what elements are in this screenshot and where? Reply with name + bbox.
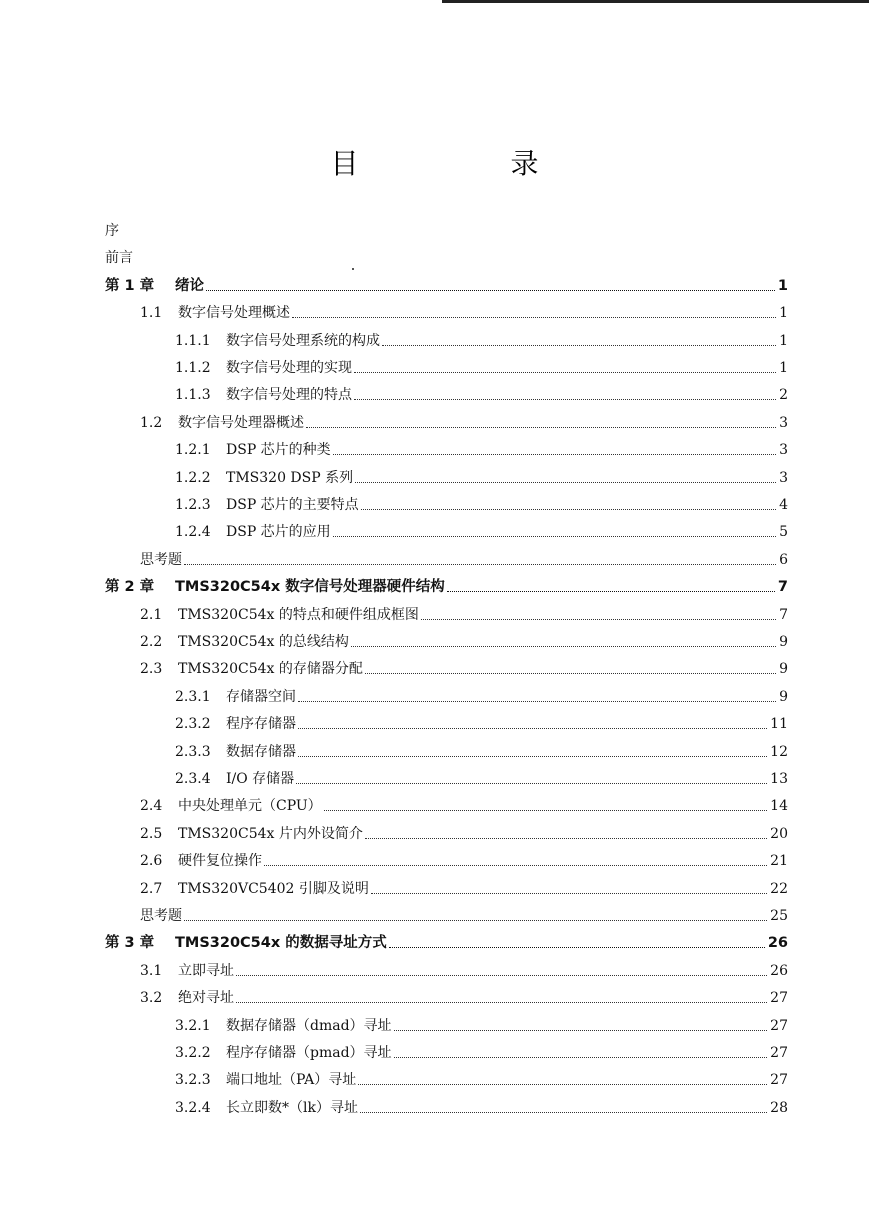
toc-entry[interactable]: [175, 487, 788, 514]
toc-entry-number: 2.4: [140, 798, 163, 815]
toc-entry-number: 3.2.3: [175, 1072, 211, 1089]
toc-page-number: 2: [779, 387, 788, 404]
toc-page-number: 22: [770, 880, 788, 897]
toc-entry-title: DSP 芯片的主要特点: [226, 497, 359, 513]
page-title: 目 录: [330, 147, 601, 180]
top-rule: [442, 0, 869, 3]
toc-entry[interactable]: [175, 323, 788, 350]
toc-entry-number: 2.2: [140, 634, 163, 650]
toc-entry-number: 3.1: [140, 962, 163, 979]
toc-entry-title: DSP 芯片的种类: [226, 442, 331, 459]
toc-entry-number: 1.1: [140, 305, 163, 322]
toc-page-number: 1: [779, 332, 788, 349]
toc-page-number: 6: [779, 551, 788, 568]
toc-entry[interactable]: [105, 240, 788, 267]
toc-dot-leader: [333, 536, 776, 537]
toc-dot-leader: [298, 728, 767, 729]
toc-entry[interactable]: [175, 679, 788, 706]
toc-page-number: 25: [770, 908, 788, 924]
toc-entry[interactable]: [175, 734, 788, 761]
toc-entry-title: I/O 存储器: [226, 771, 295, 787]
toc-entry-number: 第 3 章: [105, 935, 155, 952]
toc-dot-leader: [447, 591, 775, 592]
toc-entry-number: 3.2: [140, 990, 163, 1007]
toc-dot-leader: [354, 372, 776, 373]
toc-dot-leader: [365, 673, 776, 674]
toc-dot-leader: [361, 509, 776, 510]
toc-page-number: 27: [770, 1072, 788, 1089]
toc-entry-number: 2.1: [140, 606, 163, 623]
toc-entry[interactable]: [175, 1062, 788, 1089]
toc-dot-leader: [358, 1084, 767, 1085]
toc-entry[interactable]: [140, 953, 788, 980]
toc-page-number: 27: [770, 1045, 788, 1061]
toc-dot-leader: [184, 920, 767, 921]
toc-entry-title: 数据存储器: [226, 743, 296, 760]
toc-dot-leader: [354, 399, 776, 400]
toc-entry[interactable]: [140, 871, 788, 898]
toc-entry-title: 序: [105, 223, 119, 239]
toc-entry-number: 1.2.2: [175, 469, 211, 486]
toc-entry[interactable]: [175, 377, 788, 404]
toc-entry[interactable]: [140, 843, 788, 870]
toc-page-number: 26: [767, 935, 788, 952]
toc-entry-number: 1.2.3: [175, 497, 211, 513]
toc-page-number: 9: [779, 661, 788, 678]
toc-page-number: 5: [779, 524, 788, 541]
toc-dot-leader: [206, 290, 775, 291]
toc-entry-title: 数字信号处理器概述: [178, 414, 304, 431]
toc-entry-title: TMS320C54x 片内外设简介: [178, 825, 363, 842]
toc-page-number: 4: [779, 497, 788, 513]
toc-entry[interactable]: [140, 980, 788, 1007]
toc-entry-number: 第 1 章: [105, 277, 155, 294]
toc-entry-title: 长立即数*（lk）寻址: [226, 1099, 358, 1116]
toc-entry-number: 2.6: [140, 853, 163, 870]
toc-dot-leader: [365, 838, 767, 839]
toc-entry[interactable]: [140, 542, 788, 569]
toc-page-number: 9: [779, 688, 788, 705]
toc-page-number: 13: [770, 771, 788, 787]
toc-entry-title: TMS320C54x 的总线结构: [178, 634, 349, 650]
toc-entry-number: 3.2.2: [175, 1045, 211, 1061]
toc-page-number: 7: [779, 606, 788, 623]
toc-entry-title: TMS320C54x 的存储器分配: [178, 661, 363, 678]
toc-entry[interactable]: [140, 624, 788, 651]
toc-dot-leader: [394, 1030, 768, 1031]
toc-entry[interactable]: [175, 1008, 788, 1035]
toc-entry[interactable]: [175, 432, 788, 459]
toc-page-number: 14: [770, 798, 788, 815]
toc-entry-title: 绪论: [175, 277, 204, 294]
toc-dot-leader: [236, 1002, 767, 1003]
toc-entry[interactable]: [175, 514, 788, 541]
toc-page-number: 20: [770, 825, 788, 842]
toc-dot-leader: [333, 454, 776, 455]
toc-page-number: 1: [777, 277, 788, 294]
toc-entry-title: TMS320VC5402 引脚及说明: [178, 880, 369, 897]
toc-page-number: 3: [779, 414, 788, 431]
toc-entry-title: 数字信号处理系统的构成: [226, 332, 380, 349]
toc-entry-number: 2.3.1: [175, 688, 211, 705]
toc-entry-number: 第 2 章: [105, 579, 155, 596]
toc-dot-leader: [324, 810, 767, 811]
toc-entry-number: 1.1.1: [175, 332, 211, 349]
toc-dot-leader: [298, 701, 776, 702]
toc-entry[interactable]: [175, 1090, 788, 1117]
toc-page-number: 27: [770, 990, 788, 1007]
toc-page-number: 7: [777, 579, 788, 596]
toc-entry-title: 思考题: [140, 908, 182, 924]
toc-dot-leader: [236, 975, 767, 976]
toc-page-number: 27: [770, 1017, 788, 1034]
toc-dot-leader: [298, 756, 767, 757]
toc-entry-number: 1.2.1: [175, 442, 211, 459]
toc-entry-title: DSP 芯片的应用: [226, 524, 331, 541]
toc-entry-title: 前言: [105, 250, 133, 267]
toc-entry[interactable]: [175, 460, 788, 487]
toc-entry-title: 端口地址（PA）寻址: [226, 1072, 357, 1089]
toc-page-number: 3: [779, 442, 788, 459]
toc-entry-title: 数字信号处理的特点: [226, 387, 352, 404]
toc-entry-number: 1.1.3: [175, 387, 211, 404]
toc-entry[interactable]: [140, 597, 788, 624]
toc-page-number: 26: [770, 962, 788, 979]
toc-entry-title: TMS320C54x 的数据寻址方式: [175, 935, 387, 952]
toc-dot-leader: [351, 646, 776, 647]
toc-entry-title: 数字信号处理的实现: [226, 360, 352, 376]
toc-entry-number: 2.7: [140, 880, 163, 897]
toc-entry-number: 3.2.1: [175, 1017, 211, 1034]
toc-entry-title: 数据存储器（dmad）寻址: [226, 1017, 392, 1034]
toc-dot-leader: [394, 1057, 768, 1058]
toc-entry-title: 程序存储器: [226, 716, 296, 733]
toc-entry-title: TMS320 DSP 系列: [226, 469, 354, 486]
toc-entry-number: 2.3: [140, 661, 163, 678]
toc-page-number: 21: [770, 853, 788, 870]
toc-dot-leader: [184, 564, 776, 565]
toc-entry-title: 存储器空间: [226, 688, 296, 705]
toc-entry-title: 绝对寻址: [178, 990, 234, 1007]
toc-entry-number: 2.3.4: [175, 771, 211, 787]
toc-entry[interactable]: [175, 761, 788, 788]
toc-entry-title: 数字信号处理概述: [178, 305, 290, 322]
toc-chapter-entry[interactable]: [105, 268, 788, 295]
toc-entry-title: 硬件复位操作: [178, 853, 262, 870]
toc-entry-number: 3.2.4: [175, 1099, 211, 1116]
toc-dot-leader: [355, 482, 776, 483]
toc-dot-leader: [389, 947, 765, 948]
toc-entry[interactable]: [175, 1035, 788, 1062]
toc-entry-number: 1.1.2: [175, 360, 211, 376]
toc-dot-leader: [421, 619, 776, 620]
toc-entry-number: 2.5: [140, 825, 163, 842]
toc-entry[interactable]: [140, 816, 788, 843]
toc-dot-leader: [264, 865, 767, 866]
toc-dot-leader: [360, 1112, 767, 1113]
toc-dot-leader: [382, 345, 776, 346]
toc-entry[interactable]: [105, 213, 788, 240]
toc-page-number: 28: [770, 1099, 788, 1116]
toc-entry-number: 1.2.4: [175, 524, 211, 541]
toc-entry[interactable]: [175, 350, 788, 377]
toc-entry[interactable]: [140, 788, 788, 815]
toc-page-number: 11: [770, 716, 788, 733]
toc-dot-leader: [371, 893, 767, 894]
toc-dot-leader: [306, 427, 776, 428]
toc-page-number: 1: [779, 305, 788, 322]
toc-chapter-entry[interactable]: [105, 925, 788, 952]
toc-entry-title: 程序存储器（pmad）寻址: [226, 1045, 392, 1061]
toc-entry[interactable]: [140, 898, 788, 925]
toc-dot-leader: [292, 317, 776, 318]
toc-entry-title: TMS320C54x 的特点和硬件组成框图: [178, 606, 419, 623]
toc-page-number: 1: [779, 360, 788, 376]
toc-page-number: 3: [779, 469, 788, 486]
toc-entry[interactable]: [140, 651, 788, 678]
toc-page-number: 12: [770, 743, 788, 760]
toc-entry[interactable]: [140, 295, 788, 322]
toc-entry-number: 2.3.2: [175, 716, 211, 733]
toc-entry-title: 立即寻址: [178, 962, 234, 979]
toc-entry[interactable]: [175, 706, 788, 733]
toc-entry-title: 思考题: [140, 551, 182, 568]
toc-chapter-entry[interactable]: [105, 569, 788, 596]
toc-entry-number: 2.3.3: [175, 743, 211, 760]
toc-page-number: 9: [779, 634, 788, 650]
toc-entry-number: 1.2: [140, 414, 163, 431]
toc-entry-title: 中央处理单元（CPU）: [178, 798, 322, 815]
toc-entry[interactable]: [140, 405, 788, 432]
toc-entry-title: TMS320C54x 数字信号处理器硬件结构: [175, 579, 445, 596]
toc-dot-leader: [296, 783, 767, 784]
